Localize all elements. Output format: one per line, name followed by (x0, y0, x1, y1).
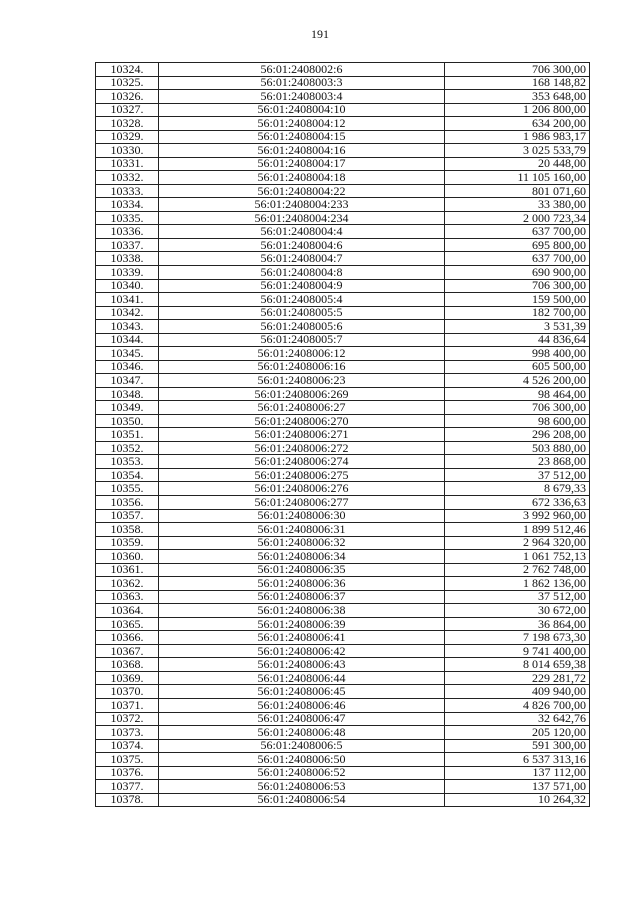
cadastral-value: 6 537 313,16 (445, 753, 590, 767)
row-number: 10338. (96, 252, 159, 266)
table-row (96, 320, 590, 334)
table-row (96, 617, 590, 631)
table-row (96, 644, 590, 658)
cadastral-number: 56:01:2408002:6 (159, 63, 445, 77)
table-row (96, 387, 590, 401)
row-number: 10335. (96, 211, 159, 225)
cadastral-value: 672 336,63 (445, 496, 590, 510)
cadastral-number: 56:01:2408004:8 (159, 265, 445, 279)
cadastral-value: 36 864,00 (445, 617, 590, 631)
row-number: 10372. (96, 712, 159, 726)
table-row (96, 103, 590, 117)
cadastral-number: 56:01:2408005:4 (159, 293, 445, 307)
cadastral-number: 56:01:2408004:233 (159, 198, 445, 212)
table-row (96, 671, 590, 685)
cadastral-value: 4 826 700,00 (445, 698, 590, 712)
row-number: 10350. (96, 414, 159, 428)
cadastral-value: 2 964 320,00 (445, 536, 590, 550)
row-number: 10330. (96, 144, 159, 158)
table-row (96, 604, 590, 618)
cadastral-value: 695 800,00 (445, 238, 590, 252)
cadastral-number: 56:01:2408006:30 (159, 509, 445, 523)
cadastral-number: 56:01:2408006:34 (159, 550, 445, 564)
table-row (96, 306, 590, 320)
row-number: 10365. (96, 617, 159, 631)
cadastral-value: 409 940,00 (445, 685, 590, 699)
row-number: 10378. (96, 793, 159, 807)
cadastral-number: 56:01:2408004:17 (159, 157, 445, 171)
cadastral-value: 1 899 512,46 (445, 523, 590, 537)
table-row (96, 685, 590, 699)
row-number: 10346. (96, 360, 159, 374)
row-number: 10325. (96, 76, 159, 90)
cadastral-number: 56:01:2408006:275 (159, 468, 445, 482)
cadastral-value: 33 380,00 (445, 198, 590, 212)
row-number: 10352. (96, 441, 159, 455)
row-number: 10363. (96, 590, 159, 604)
cadastral-number: 56:01:2408006:270 (159, 414, 445, 428)
cadastral-number: 56:01:2408003:4 (159, 90, 445, 104)
cadastral-value: 229 281,72 (445, 671, 590, 685)
cadastral-value: 1 061 752,13 (445, 550, 590, 564)
cadastral-number: 56:01:2408006:271 (159, 428, 445, 442)
row-number: 10359. (96, 536, 159, 550)
cadastral-value: 205 120,00 (445, 726, 590, 740)
cadastral-value: 1 862 136,00 (445, 577, 590, 591)
cadastral-value: 605 500,00 (445, 360, 590, 374)
table-row (96, 211, 590, 225)
cadastral-value: 159 500,00 (445, 293, 590, 307)
cadastral-value: 706 300,00 (445, 63, 590, 77)
cadastral-number: 56:01:2408006:39 (159, 617, 445, 631)
table-row (96, 698, 590, 712)
cadastral-value: 20 448,00 (445, 157, 590, 171)
table-row (96, 238, 590, 252)
table-row (96, 360, 590, 374)
table-row (96, 76, 590, 90)
row-number: 10370. (96, 685, 159, 699)
cadastral-number: 56:01:2408005:6 (159, 320, 445, 334)
table-row (96, 739, 590, 753)
row-number: 10373. (96, 726, 159, 740)
table-row (96, 171, 590, 185)
cadastral-number: 56:01:2408004:234 (159, 211, 445, 225)
cadastral-number: 56:01:2408006:31 (159, 523, 445, 537)
table-row (96, 631, 590, 645)
cadastral-value: 637 700,00 (445, 252, 590, 266)
cadastral-value: 637 700,00 (445, 225, 590, 239)
row-number: 10347. (96, 374, 159, 388)
cadastral-number: 56:01:2408004:10 (159, 103, 445, 117)
cadastral-value: 137 571,00 (445, 780, 590, 794)
cadastral-value: 98 464,00 (445, 387, 590, 401)
cadastral-value: 37 512,00 (445, 468, 590, 482)
cadastral-value: 1 986 983,17 (445, 130, 590, 144)
row-number: 10353. (96, 455, 159, 469)
cadastral-value: 3 992 960,00 (445, 509, 590, 523)
cadastral-number: 56:01:2408006:37 (159, 590, 445, 604)
cadastral-value: 2 762 748,00 (445, 563, 590, 577)
row-number: 10357. (96, 509, 159, 523)
row-number: 10369. (96, 671, 159, 685)
row-number: 10332. (96, 171, 159, 185)
row-number: 10368. (96, 658, 159, 672)
table-row (96, 265, 590, 279)
cadastral-value: 7 198 673,30 (445, 631, 590, 645)
table-row (96, 766, 590, 780)
cadastral-number: 56:01:2408006:53 (159, 780, 445, 794)
row-number: 10328. (96, 117, 159, 131)
cadastral-number: 56:01:2408004:7 (159, 252, 445, 266)
cadastral-number: 56:01:2408006:50 (159, 753, 445, 767)
row-number: 10364. (96, 604, 159, 618)
cadastral-value: 2 000 723,34 (445, 211, 590, 225)
table-row (96, 455, 590, 469)
table-row (96, 726, 590, 740)
cadastral-value: 4 526 200,00 (445, 374, 590, 388)
cadastral-value: 8 679,33 (445, 482, 590, 496)
row-number: 10327. (96, 103, 159, 117)
cadastral-number: 56:01:2408006:277 (159, 496, 445, 510)
cadastral-number: 56:01:2408006:45 (159, 685, 445, 699)
table-row (96, 793, 590, 807)
row-number: 10358. (96, 523, 159, 537)
cadastral-number: 56:01:2408006:42 (159, 644, 445, 658)
table-row (96, 374, 590, 388)
cadastral-value: 182 700,00 (445, 306, 590, 320)
table-row (96, 550, 590, 564)
table-row (96, 712, 590, 726)
cadastral-value: 10 264,32 (445, 793, 590, 807)
cadastral-value: 9 741 400,00 (445, 644, 590, 658)
cadastral-number: 56:01:2408004:16 (159, 144, 445, 158)
table-row (96, 428, 590, 442)
table-row (96, 279, 590, 293)
table-row (96, 63, 590, 77)
row-number: 10333. (96, 184, 159, 198)
cadastral-number: 56:01:2408006:12 (159, 347, 445, 361)
table-row (96, 509, 590, 523)
table-row (96, 414, 590, 428)
row-number: 10377. (96, 780, 159, 794)
cadastral-number: 56:01:2408006:32 (159, 536, 445, 550)
cadastral-number: 56:01:2408006:41 (159, 631, 445, 645)
cadastral-number: 56:01:2408004:6 (159, 238, 445, 252)
cadastral-number: 56:01:2408006:16 (159, 360, 445, 374)
table-row (96, 563, 590, 577)
table-row (96, 780, 590, 794)
row-number: 10374. (96, 739, 159, 753)
cadastral-number: 56:01:2408006:272 (159, 441, 445, 455)
row-number: 10342. (96, 306, 159, 320)
cadastral-number: 56:01:2408006:5 (159, 739, 445, 753)
cadastral-value: 168 148,82 (445, 76, 590, 90)
table-row (96, 225, 590, 239)
row-number: 10366. (96, 631, 159, 645)
cadastral-value: 30 672,00 (445, 604, 590, 618)
cadastral-number: 56:01:2408004:15 (159, 130, 445, 144)
cadastral-value: 801 071,60 (445, 184, 590, 198)
row-number: 10345. (96, 347, 159, 361)
cadastral-number: 56:01:2408006:269 (159, 387, 445, 401)
row-number: 10339. (96, 265, 159, 279)
row-number: 10361. (96, 563, 159, 577)
row-number: 10371. (96, 698, 159, 712)
row-number: 10340. (96, 279, 159, 293)
cadastral-number: 56:01:2408006:46 (159, 698, 445, 712)
cadastral-number: 56:01:2408006:48 (159, 726, 445, 740)
row-number: 10348. (96, 387, 159, 401)
table-row (96, 496, 590, 510)
table-row (96, 577, 590, 591)
table-row (96, 658, 590, 672)
cadastral-number: 56:01:2408006:35 (159, 563, 445, 577)
table-row (96, 753, 590, 767)
row-number: 10356. (96, 496, 159, 510)
cadastral-value: 591 300,00 (445, 739, 590, 753)
cadastral-number: 56:01:2408006:47 (159, 712, 445, 726)
cadastral-number: 56:01:2408006:43 (159, 658, 445, 672)
row-number: 10354. (96, 468, 159, 482)
cadastral-number: 56:01:2408006:52 (159, 766, 445, 780)
row-number: 10334. (96, 198, 159, 212)
cadastral-value: 44 836,64 (445, 333, 590, 347)
cadastral-value: 23 868,00 (445, 455, 590, 469)
cadastral-number: 56:01:2408006:44 (159, 671, 445, 685)
cadastral-value: 3 025 533,79 (445, 144, 590, 158)
table-row (96, 90, 590, 104)
cadastral-number: 56:01:2408006:274 (159, 455, 445, 469)
cadastral-value: 706 300,00 (445, 279, 590, 293)
row-number: 10341. (96, 293, 159, 307)
table-row (96, 157, 590, 171)
cadastral-value: 503 880,00 (445, 441, 590, 455)
cadastral-number: 56:01:2408004:12 (159, 117, 445, 131)
table-row (96, 347, 590, 361)
row-number: 10324. (96, 63, 159, 77)
row-number: 10344. (96, 333, 159, 347)
table-row (96, 130, 590, 144)
cadastral-value: 1 206 800,00 (445, 103, 590, 117)
row-number: 10343. (96, 320, 159, 334)
table-row (96, 117, 590, 131)
cadastral-value: 32 642,76 (445, 712, 590, 726)
row-number: 10375. (96, 753, 159, 767)
cadastral-number: 56:01:2408004:9 (159, 279, 445, 293)
row-number: 10376. (96, 766, 159, 780)
cadastral-number: 56:01:2408006:23 (159, 374, 445, 388)
cadastral-value: 98 600,00 (445, 414, 590, 428)
cadastral-value: 8 014 659,38 (445, 658, 590, 672)
registry-table-body (96, 63, 590, 807)
table-row (96, 198, 590, 212)
table-row (96, 523, 590, 537)
cadastral-value: 37 512,00 (445, 590, 590, 604)
cadastral-number: 56:01:2408004:4 (159, 225, 445, 239)
cadastral-number: 56:01:2408006:54 (159, 793, 445, 807)
cadastral-value: 690 900,00 (445, 265, 590, 279)
table-row (96, 468, 590, 482)
cadastral-number: 56:01:2408004:22 (159, 184, 445, 198)
cadastral-number: 56:01:2408004:18 (159, 171, 445, 185)
table-row (96, 252, 590, 266)
row-number: 10331. (96, 157, 159, 171)
cadastral-number: 56:01:2408003:3 (159, 76, 445, 90)
cadastral-value: 706 300,00 (445, 401, 590, 415)
table-row (96, 144, 590, 158)
cadastral-value: 3 531,39 (445, 320, 590, 334)
row-number: 10349. (96, 401, 159, 415)
row-number: 10329. (96, 130, 159, 144)
row-number: 10362. (96, 577, 159, 591)
registry-table (95, 62, 590, 807)
table-row (96, 293, 590, 307)
table-row (96, 441, 590, 455)
row-number: 10360. (96, 550, 159, 564)
page-number: 191 (311, 27, 329, 41)
row-number: 10355. (96, 482, 159, 496)
cadastral-value: 296 208,00 (445, 428, 590, 442)
table-row (96, 333, 590, 347)
table-row (96, 590, 590, 604)
cadastral-value: 634 200,00 (445, 117, 590, 131)
cadastral-number: 56:01:2408006:36 (159, 577, 445, 591)
table-row (96, 184, 590, 198)
row-number: 10367. (96, 644, 159, 658)
cadastral-number: 56:01:2408005:5 (159, 306, 445, 320)
cadastral-value: 353 648,00 (445, 90, 590, 104)
row-number: 10337. (96, 238, 159, 252)
row-number: 10326. (96, 90, 159, 104)
cadastral-value: 11 105 160,00 (445, 171, 590, 185)
table-row (96, 536, 590, 550)
row-number: 10351. (96, 428, 159, 442)
cadastral-number: 56:01:2408005:7 (159, 333, 445, 347)
cadastral-number: 56:01:2408006:38 (159, 604, 445, 618)
cadastral-number: 56:01:2408006:27 (159, 401, 445, 415)
cadastral-number: 56:01:2408006:276 (159, 482, 445, 496)
table-row (96, 401, 590, 415)
table-row (96, 482, 590, 496)
cadastral-value: 998 400,00 (445, 347, 590, 361)
row-number: 10336. (96, 225, 159, 239)
cadastral-value: 137 112,00 (445, 766, 590, 780)
